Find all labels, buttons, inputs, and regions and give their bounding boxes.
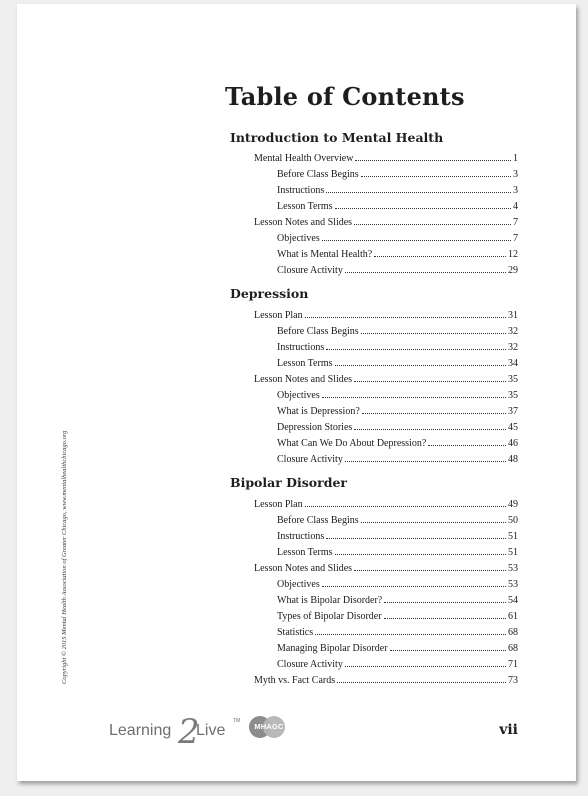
toc-entry-label: Closure Activity xyxy=(277,659,343,670)
toc-entry-label: What is Depression? xyxy=(277,406,360,417)
toc-entry-page: 7 xyxy=(513,233,518,244)
toc-entry-label: Lesson Plan xyxy=(254,310,303,321)
toc-entry[interactable] xyxy=(254,671,518,687)
toc-entry[interactable] xyxy=(277,527,518,543)
toc-entry-page: 51 xyxy=(508,547,518,558)
toc-entry-label: Statistics xyxy=(277,627,314,638)
toc-entry-page: 46 xyxy=(508,438,518,449)
toc-entry-page: 73 xyxy=(508,675,518,686)
leader-dots xyxy=(354,418,506,430)
toc-entry[interactable] xyxy=(277,165,518,181)
toc-entry[interactable] xyxy=(277,607,518,623)
toc-entry-page: 3 xyxy=(513,169,518,180)
toc-entry[interactable] xyxy=(277,511,518,527)
leader-dots xyxy=(322,386,506,398)
toc-entry-label: What is Bipolar Disorder? xyxy=(277,595,383,606)
toc-entry[interactable] xyxy=(277,229,518,245)
toc-entry-label: Objectives xyxy=(277,579,320,590)
toc-entry-page: 37 xyxy=(508,406,518,417)
toc-entry-label: Before Class Begins xyxy=(277,169,359,180)
toc-entry-page: 45 xyxy=(508,422,518,433)
leader-dots xyxy=(354,213,511,225)
page-title: Table of Contents xyxy=(225,82,465,111)
toc-entry-page: 50 xyxy=(508,515,518,526)
toc-entry-label: Instructions xyxy=(277,531,325,542)
toc-entry[interactable] xyxy=(277,402,518,418)
toc-entry[interactable] xyxy=(277,450,518,466)
leader-dots xyxy=(362,402,506,414)
logo-word-learning: Learning xyxy=(109,722,172,739)
leader-dots xyxy=(322,229,511,241)
toc-entry-label: Lesson Notes and Slides xyxy=(254,563,353,574)
toc-entry-label: Managing Bipolar Disorder xyxy=(277,643,388,654)
toc-entry[interactable] xyxy=(254,559,518,575)
leader-dots xyxy=(345,261,506,273)
toc-entry[interactable] xyxy=(277,623,518,639)
toc-entry-label: Lesson Terms xyxy=(277,201,333,212)
toc-entry-page: 61 xyxy=(508,611,518,622)
toc-entry-page: 51 xyxy=(508,531,518,542)
toc-entry-label: Closure Activity xyxy=(277,265,343,276)
leader-dots xyxy=(335,354,507,366)
toc-entry-label: Instructions xyxy=(277,185,325,196)
toc-entry[interactable] xyxy=(277,418,518,434)
toc-entry-page: 32 xyxy=(508,342,518,353)
leader-dots xyxy=(374,245,506,257)
leader-dots xyxy=(354,559,506,571)
toc-entry[interactable] xyxy=(277,338,518,354)
leader-dots xyxy=(361,322,506,334)
toc-entry-page: 7 xyxy=(513,217,518,228)
toc-entry-label: Lesson Notes and Slides xyxy=(254,217,353,228)
toc-entry-page: 31 xyxy=(508,310,518,321)
toc-entry-label: Closure Activity xyxy=(277,454,343,465)
toc-entry-label: Instructions xyxy=(277,342,325,353)
toc-entry[interactable] xyxy=(277,354,518,370)
toc-entry-page: 29 xyxy=(508,265,518,276)
toc-entry-page: 68 xyxy=(508,643,518,654)
toc-entry[interactable] xyxy=(254,495,518,511)
section-heading: Depression xyxy=(230,286,309,301)
section-heading: Bipolar Disorder xyxy=(230,475,348,490)
toc-entry-label: Types of Bipolar Disorder xyxy=(277,611,382,622)
leader-dots xyxy=(326,338,506,350)
toc-entry-page: 71 xyxy=(508,659,518,670)
toc-entry[interactable] xyxy=(254,306,518,322)
toc-entry-label: Before Class Begins xyxy=(277,515,359,526)
copyright-notice: Copyright © 2015 Mental Health Association of Greater Chicago, www.mentalhealthchicago.org xyxy=(61,430,68,684)
leader-dots xyxy=(326,527,506,539)
toc-entry[interactable] xyxy=(277,261,518,277)
toc-entry-page: 35 xyxy=(508,374,518,385)
toc-entry[interactable] xyxy=(277,197,518,213)
document-page xyxy=(17,4,576,781)
leader-dots xyxy=(335,197,512,209)
badge-label: MHAGC xyxy=(254,722,284,731)
toc-entry-page: 32 xyxy=(508,326,518,337)
toc-entry[interactable] xyxy=(254,370,518,386)
toc-entry-page: 68 xyxy=(508,627,518,638)
leader-dots xyxy=(305,495,506,507)
toc-entry[interactable] xyxy=(277,386,518,402)
toc-entry-label: Lesson Terms xyxy=(277,358,333,369)
toc-entry[interactable] xyxy=(277,639,518,655)
leader-dots xyxy=(361,511,506,523)
toc-entry-label: Myth vs. Fact Cards xyxy=(254,675,336,686)
leader-dots xyxy=(345,655,506,667)
toc-entry-page: 1 xyxy=(513,153,518,164)
toc-entry-page: 53 xyxy=(508,563,518,574)
toc-entry[interactable] xyxy=(254,213,518,229)
trademark-mark: TM xyxy=(233,718,241,724)
page-number: vii xyxy=(499,722,518,738)
toc-entry[interactable] xyxy=(254,149,518,165)
toc-entry[interactable] xyxy=(277,181,518,197)
toc-entry-label: Lesson Plan xyxy=(254,499,303,510)
leader-dots xyxy=(428,434,506,446)
toc-entry[interactable] xyxy=(277,322,518,338)
toc-entry-label: Mental Health Overview xyxy=(254,153,354,164)
toc-entry-page: 54 xyxy=(508,595,518,606)
leader-dots xyxy=(354,370,506,382)
leader-dots xyxy=(315,623,506,635)
logo-numeral: 2 xyxy=(178,712,200,752)
leader-dots xyxy=(345,450,506,462)
logo-word-live: Live xyxy=(196,722,226,739)
toc-entry-label: Before Class Begins xyxy=(277,326,359,337)
leader-dots xyxy=(322,575,506,587)
toc-entry[interactable] xyxy=(277,655,518,671)
toc-entry-page: 53 xyxy=(508,579,518,590)
toc-entry-label: Objectives xyxy=(277,233,320,244)
toc-entry-label: Objectives xyxy=(277,390,320,401)
leader-dots xyxy=(361,165,511,177)
toc-entry-label: What Can We Do About Depression? xyxy=(277,438,427,449)
leader-dots xyxy=(384,607,506,619)
toc-entry[interactable] xyxy=(277,543,518,559)
toc-entry-label: Lesson Notes and Slides xyxy=(254,374,353,385)
leader-dots xyxy=(384,591,506,603)
leader-dots xyxy=(355,149,511,161)
toc-entry-label: What is Mental Health? xyxy=(277,249,373,260)
leader-dots xyxy=(337,671,506,683)
leader-dots xyxy=(305,306,506,318)
toc-entry[interactable] xyxy=(277,575,518,591)
toc-entry-page: 48 xyxy=(508,454,518,465)
toc-entry[interactable] xyxy=(277,434,518,450)
toc-entry-page: 35 xyxy=(508,390,518,401)
toc-entry-page: 49 xyxy=(508,499,518,510)
toc-entry-label: Lesson Terms xyxy=(277,547,333,558)
leader-dots xyxy=(326,181,511,193)
toc-entry-page: 34 xyxy=(508,358,518,369)
mhagc-badge xyxy=(249,716,289,738)
toc-entry-label: Depression Stories xyxy=(277,422,353,433)
leader-dots xyxy=(390,639,506,651)
toc-entry-page: 3 xyxy=(513,185,518,196)
section-heading: Introduction to Mental Health xyxy=(230,130,444,145)
toc-entry[interactable] xyxy=(277,591,518,607)
toc-entry[interactable] xyxy=(277,245,518,261)
toc-entry-page: 12 xyxy=(508,249,518,260)
toc-entry-page: 4 xyxy=(513,201,518,212)
leader-dots xyxy=(335,543,507,555)
